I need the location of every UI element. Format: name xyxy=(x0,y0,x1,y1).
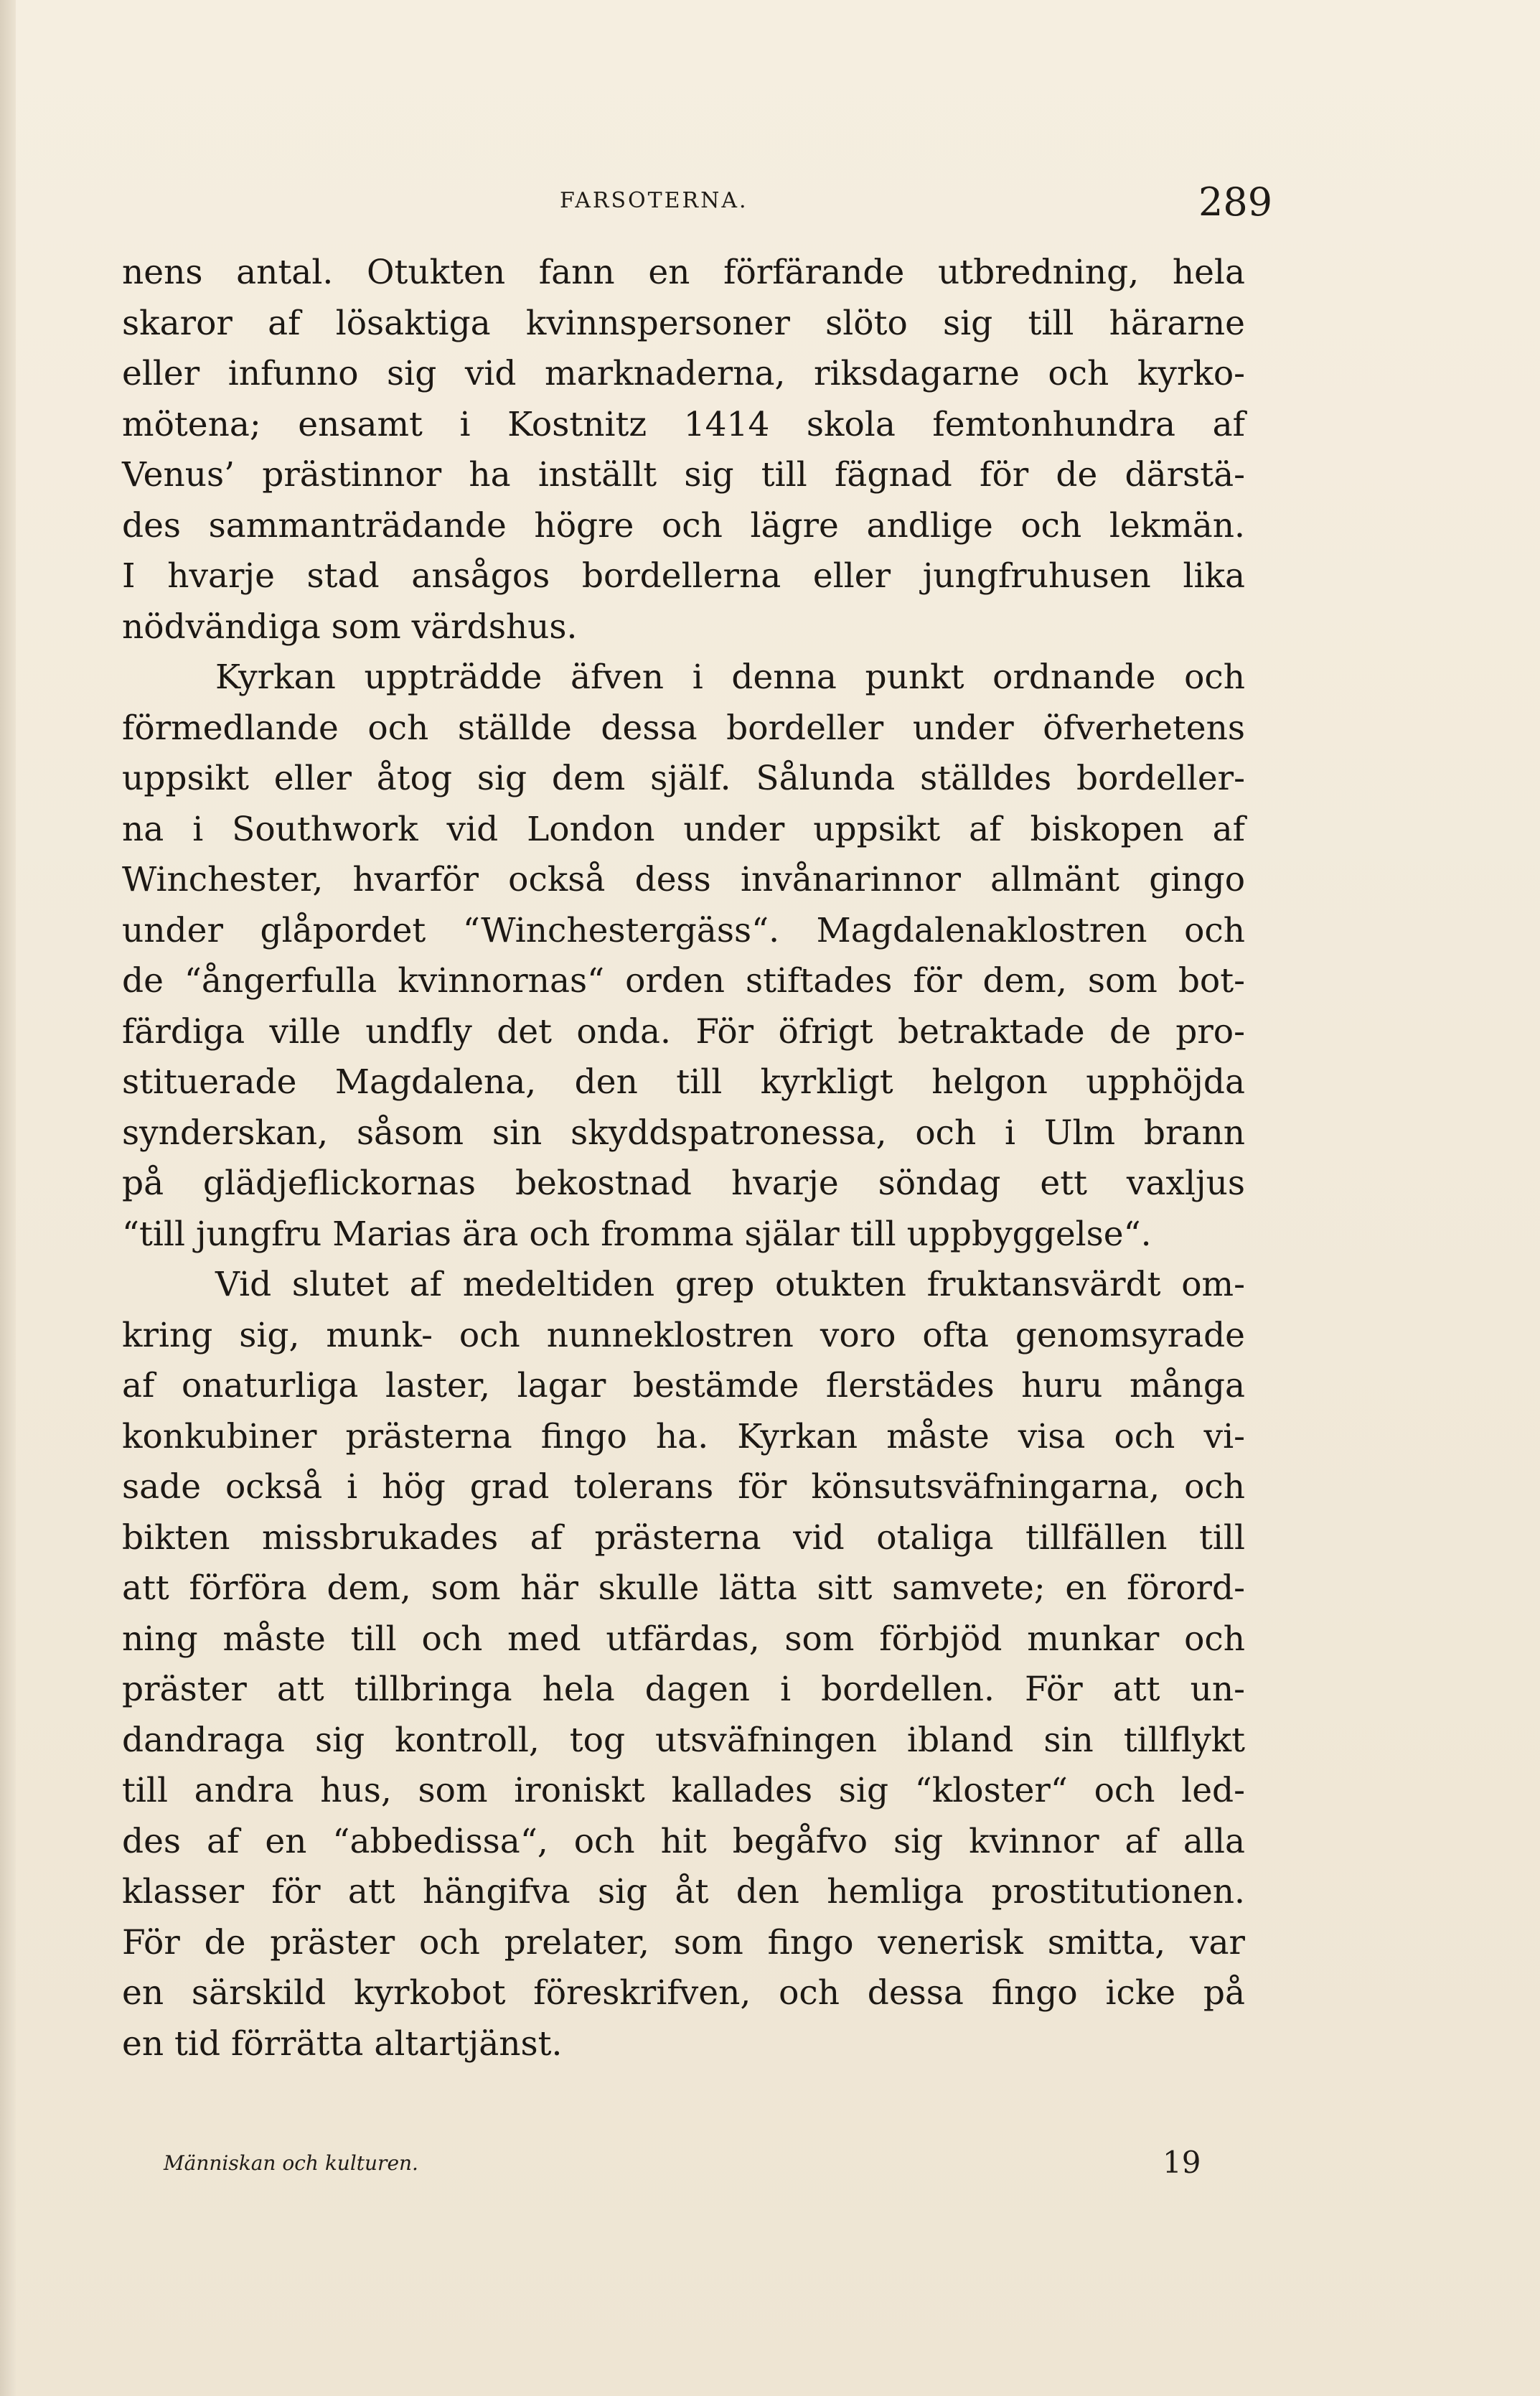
text-line: en särskild kyrkobot föreskrifven, och dessa fingo icke på xyxy=(122,1973,1245,2013)
footer-book-title: Människan och kulturen. xyxy=(164,2151,418,2175)
paragraph-2 xyxy=(122,652,1245,1260)
text-line: des af en “abbedissa“, och hit begåfvo sig kvinnor af alla xyxy=(122,1821,1245,1861)
text-line: Venus’ prästinnor ha inställt sig till fägnad för de därstä- xyxy=(122,455,1245,495)
page-edge xyxy=(0,0,16,2396)
text-line: Vid slutet af medeltiden grep otukten fruktansvärdt om- xyxy=(215,1265,1245,1304)
text-line: sade också i hög grad tolerans för könsutsväfningarna, och xyxy=(122,1467,1245,1507)
text-line: till andra hus, som ironiskt kallades sig “kloster“ och led- xyxy=(122,1771,1245,1810)
text-line: färdiga ville undfly det onda. För öfrigt betraktade de pro- xyxy=(122,1011,1245,1052)
text-line: ning måste till och med utfärdas, som förbjöd munkar och xyxy=(122,1619,1245,1659)
text-line: “till jungfru Marias ära och fromma själar till uppbyggelse“. xyxy=(122,1214,1152,1254)
body-text xyxy=(122,248,1245,2069)
text-line: förmedlande och ställde dessa bordeller under öfverhetens xyxy=(122,708,1245,748)
text-line: I hvarje stad ansågos bordellerna eller jungfruhusen lika xyxy=(122,556,1245,596)
text-line: under glåpordet “Winchestergäss“. Magdalenaklostren och xyxy=(122,910,1245,950)
running-head: FARSOTERNA. xyxy=(560,188,748,213)
text-line: nens antal. Otukten fann en förfärande utbredning, hela xyxy=(122,253,1245,292)
text-line: skaror af lösaktiga kvinnspersoner slöto sig till härarne xyxy=(122,303,1245,343)
text-line: stituerade Magdalena, den till kyrkligt helgon upphöjda xyxy=(122,1062,1245,1102)
text-line: präster att tillbringa hela dagen i bordellen. För att un- xyxy=(122,1670,1245,1709)
text-line: des sammanträdande högre och lägre andlige och lekmän. xyxy=(122,505,1245,546)
text-line: För de präster och prelater, som fingo venerisk smitta, var xyxy=(122,1922,1245,1962)
text-line: af onaturliga laster, lagar bestämde flerstädes huru många xyxy=(122,1366,1245,1405)
text-line: nödvändiga som värdshus. xyxy=(122,607,578,647)
text-line: dandraga sig kontroll, tog utsväfningen ibland sin tillflykt xyxy=(122,1720,1245,1760)
text-line: kring sig, munk- och nunneklostren voro ofta genomsyrade xyxy=(122,1315,1245,1355)
text-line: bikten missbrukades af prästerna vid otaliga tillfällen till xyxy=(122,1517,1245,1558)
text-line: Winchester, hvarför också dess invånarinnor allmänt gingo xyxy=(122,860,1245,899)
footer-signature: 19 xyxy=(1163,2145,1201,2180)
text-line: na i Southwork vid London under uppsikt af biskopen af xyxy=(122,809,1245,849)
text-line: mötena; ensamt i Kostnitz 1414 skola femtonhundra af xyxy=(122,404,1245,444)
text-line: Kyrkan uppträdde äfven i denna punkt ordnande och xyxy=(215,658,1245,697)
text-line: klasser för att hängifva sig åt den hemliga prostitutionen. xyxy=(122,1872,1245,1911)
page-number: 289 xyxy=(1198,179,1273,225)
text-line: uppsikt eller åtog sig dem själf. Sålunda ställdes bordeller- xyxy=(122,759,1245,798)
paragraph-1 xyxy=(122,248,1245,652)
text-line: konkubiner prästerna fingo ha. Kyrkan måste visa och vi- xyxy=(122,1416,1245,1456)
text-line: synderskan, såsom sin skyddspatronessa, och i Ulm brann xyxy=(122,1113,1245,1153)
text-line: att förföra dem, som här skulle lätta sitt samvete; en förord- xyxy=(122,1568,1245,1608)
text-line: på glädjeflickornas bekostnad hvarje söndag ett vaxljus xyxy=(122,1164,1245,1203)
paragraph-3 xyxy=(122,1260,1245,2069)
text-line: de “ångerfulla kvinnornas“ orden stiftades för dem, som bot- xyxy=(122,961,1245,1001)
text-line: eller infunno sig vid marknaderna, riksdagarne och kyrko- xyxy=(122,354,1245,393)
text-line: en tid förrätta altartjänst. xyxy=(122,2023,563,2064)
